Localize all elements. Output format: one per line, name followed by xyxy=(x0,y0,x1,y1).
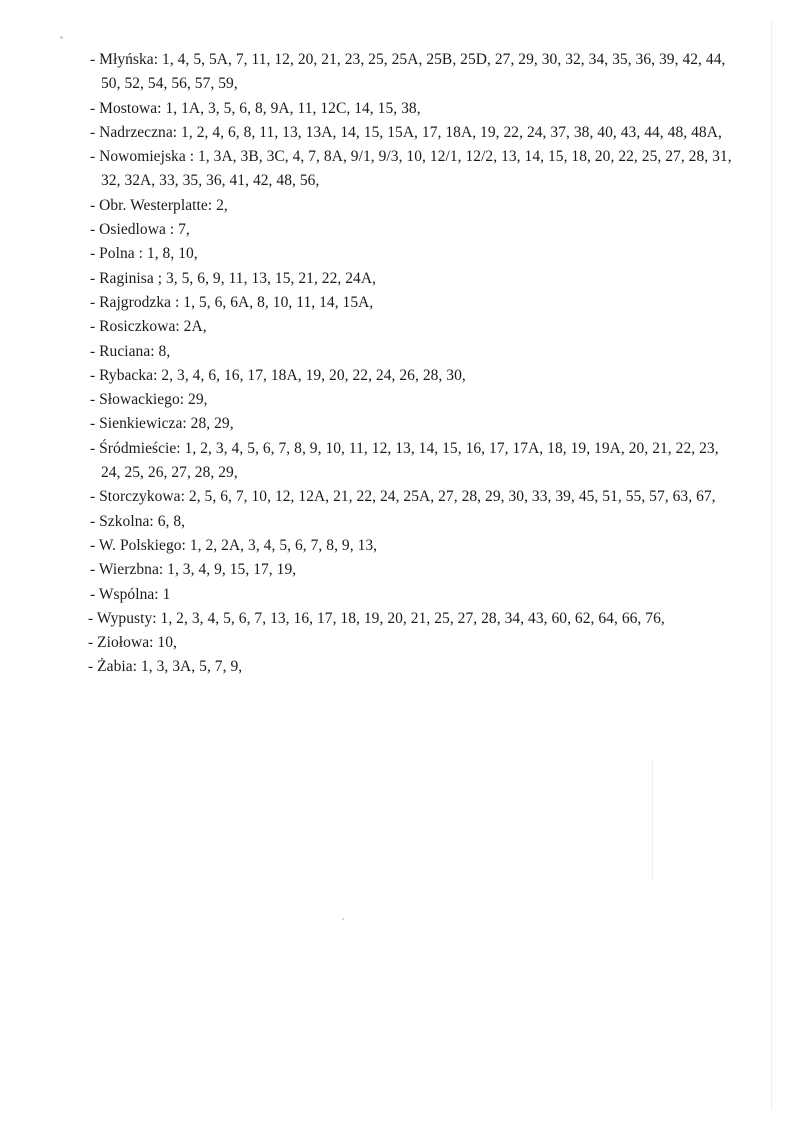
scan-edge-line xyxy=(771,20,772,1110)
list-item xyxy=(90,194,730,218)
list-item xyxy=(90,315,730,339)
street-entry: - Młyńska: 1, 4, 5, 5A, 7, 11, 12, 20, 21, 23, 25, 25A, 25B, 25D, 27, 29, 30, 32, 34, 35, 36, 39, 42, 44, xyxy=(90,51,726,68)
street-entry: - Wierzbna: 1, 3, 4, 9, 15, 17, 19, xyxy=(90,561,297,579)
list-item xyxy=(90,218,730,242)
street-entry: - Wypusty: 1, 2, 3, 4, 5, 6, 7, 13, 16, 17, 18, 19, 20, 21, 25, 27, 28, 34, 43, 60, 62, 64, 66, 76, xyxy=(88,609,665,627)
street-entry: - W. Polskiego: 1, 2, 2A, 3, 4, 5, 6, 7, 8, 9, 13, xyxy=(90,536,378,554)
street-entry-continuation: 24, 25, 26, 27, 28, 29, xyxy=(101,464,238,482)
list-item xyxy=(90,437,730,486)
scan-speck xyxy=(342,918,344,920)
street-entry: - Rajgrodzka : 1, 5, 6, 6A, 8, 10, 11, 14, 15A, xyxy=(90,293,374,311)
street-entry: - Ruciana: 8, xyxy=(90,342,171,360)
street-entry: - Mostowa: 1, 1A, 3, 5, 6, 8, 9A, 11, 12C, 14, 15, 38, xyxy=(90,99,421,117)
list-item xyxy=(88,607,730,631)
street-entry: - Rosiczkowa: 2A, xyxy=(90,318,207,336)
list-item xyxy=(90,267,730,291)
list-item xyxy=(90,291,730,315)
list-item xyxy=(90,48,730,97)
list-item xyxy=(88,655,730,679)
street-entry: - Storczykowa: 2, 5, 6, 7, 10, 12, 12A, 21, 22, 24, 25A, 27, 28, 29, 30, 33, 39, 45, 51, 55, 57, 63, 67, xyxy=(90,488,716,506)
street-entry: - Osiedlowa : 7, xyxy=(90,221,190,239)
street-entry: - Polna : 1, 8, 10, xyxy=(90,245,198,263)
street-entry: - Nowomiejska : 1, 3A, 3B, 3C, 4, 7, 8A, 9/1, 9/3, 10, 12/1, 12/2, 13, 14, 15, 18, 20, 22, 25, 27, 28, 31, xyxy=(90,148,732,166)
street-entry: - Ziołowa: 10, xyxy=(88,634,177,652)
street-entry: - Wspólna: 1 xyxy=(90,585,171,603)
list-item xyxy=(90,364,730,388)
list-item xyxy=(90,340,730,364)
list-item xyxy=(90,485,730,509)
street-entry-continuation: 50, 52, 54, 56, 57, 59, xyxy=(101,75,238,93)
list-item xyxy=(90,412,730,436)
street-entry-continuation: 32, 32A, 33, 35, 36, 41, 42, 48, 56, xyxy=(101,172,320,190)
street-list xyxy=(90,48,730,680)
street-entry: - Żabia: 1, 3, 3A, 5, 7, 9, xyxy=(88,658,243,676)
street-entry: - Rybacka: 2, 3, 4, 6, 16, 17, 18A, 19, 20, 22, 24, 26, 28, 30, xyxy=(90,366,466,384)
list-item xyxy=(90,388,730,412)
street-entry: - Raginisa ; 3, 5, 6, 9, 11, 13, 15, 21, 22, 24A, xyxy=(90,269,377,287)
list-item xyxy=(90,121,730,145)
list-item xyxy=(90,583,730,607)
street-entry: - Śródmieście: 1, 2, 3, 4, 5, 6, 7, 8, 9, 10, 11, 12, 13, 14, 15, 16, 17, 17A, 18, 19, 19A, 20, 21, 22, 23, xyxy=(90,439,719,457)
street-entry: - Słowackiego: 29, xyxy=(90,391,208,409)
street-entry: - Nadrzeczna: 1, 2, 4, 6, 8, 11, 13, 13A, 14, 15, 15A, 17, 18A, 19, 22, 24, 37, 38, 40, 43, 44, 48, 48A, xyxy=(90,123,722,141)
scan-speck xyxy=(60,36,63,39)
street-entry: - Sienkiewicza: 28, 29, xyxy=(90,415,234,433)
list-item xyxy=(90,510,730,534)
street-entry: - Obr. Westerplatte: 2, xyxy=(90,196,228,214)
list-item xyxy=(90,558,730,582)
list-item xyxy=(88,631,730,655)
list-item xyxy=(90,242,730,266)
list-item xyxy=(90,534,730,558)
street-entry: - Szkolna: 6, 8, xyxy=(90,512,186,530)
list-item xyxy=(90,97,730,121)
scan-edge-line xyxy=(652,760,653,880)
list-item xyxy=(90,145,730,194)
